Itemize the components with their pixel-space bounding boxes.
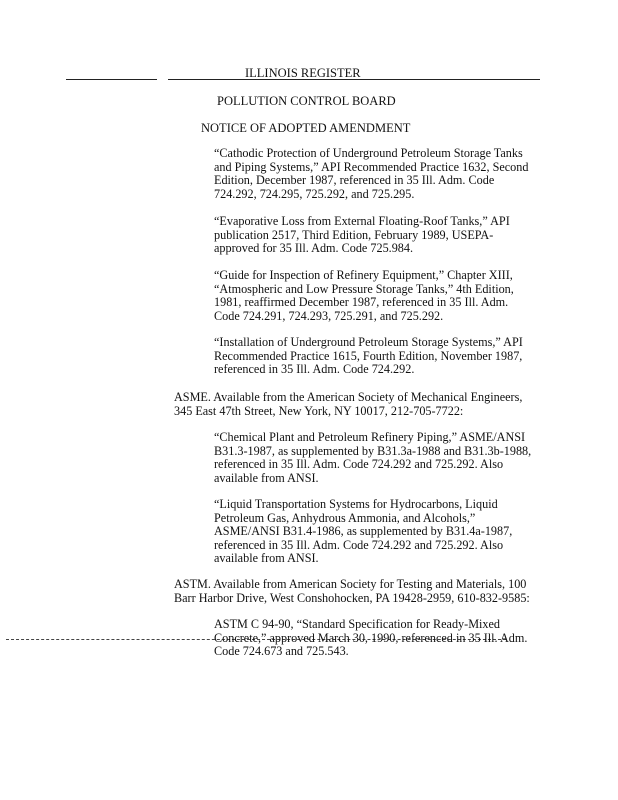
register-title: ILLINOIS REGISTER: [245, 66, 361, 80]
reference-entry: “Chemical Plant and Petroleum Refinery Piping,” ASME/ANSI B31.3-1987, as supplemented by B31.3a-1988 and B31.3b-1988, referenced in 35 Ill. Adm. Code 724.292 and 725.292. Also available from ANSI.: [214, 430, 532, 485]
board-title: POLLUTION CONTROL BOARD: [217, 94, 396, 108]
organization-paragraph: ASME. Available from the American Society of Mechanical Engineers, 345 East 47th Street, New York, NY 10017, 212-705-7722:: [174, 390, 523, 418]
reference-entry: “Guide for Inspection of Refinery Equipment,” Chapter XIII, “Atmospheric and Low Pressure Storage Tanks,” 4th Edition, 1981, reaffirmed December 1987, referenced in 35 Ill. Adm. Code 724.291, 724.293, 725.291, and 725.292.: [214, 268, 514, 323]
reference-entry: ASTM C 94-90, “Standard Specification for Ready-Mixed Concrete,” approved March 30, 1990, referenced in 35 Ill. Adm. Code 724.673 and 725.543.: [214, 617, 528, 659]
notice-title: NOTICE OF ADOPTED AMENDMENT: [201, 121, 411, 135]
reference-entry: “Cathodic Protection of Underground Petroleum Storage Tanks and Piping Systems,” API Recommended Practice 1632, Second Edition, December 1987, referenced in 35 Ill. Adm. Code 724.292, 724.295, 725.292, and 725.295.: [214, 146, 529, 201]
header-rule-left: [66, 79, 157, 80]
reference-entry: “Installation of Underground Petroleum Storage Systems,” API Recommended Practice 1615, Fourth Edition, November 1987, referenced in 35 Ill. Adm. Code 724.292.: [214, 335, 523, 377]
reference-entry: “Evaporative Loss from External Floating-Roof Tanks,” API publication 2517, Third Edition, February 1989, USEPA-approved for 35 Ill. Adm. Code 725.984.: [214, 214, 510, 256]
organization-paragraph: ASTM. Available from American Society for Testing and Materials, 100 Barr Harbor Drive, West Conshohocken, PA 19428-2959, 610-832-9585:: [174, 577, 530, 605]
reference-entry: “Liquid Transportation Systems for Hydrocarbons, Liquid Petroleum Gas, Anhydrous Ammonia, and Alcohols,” ASME/ANSI B31.4-1986, as supplemented by B31.4a-1987, referenced in 35 Ill. Adm. Code 724.292 and 725.292. Also available from ANSI.: [214, 497, 513, 566]
